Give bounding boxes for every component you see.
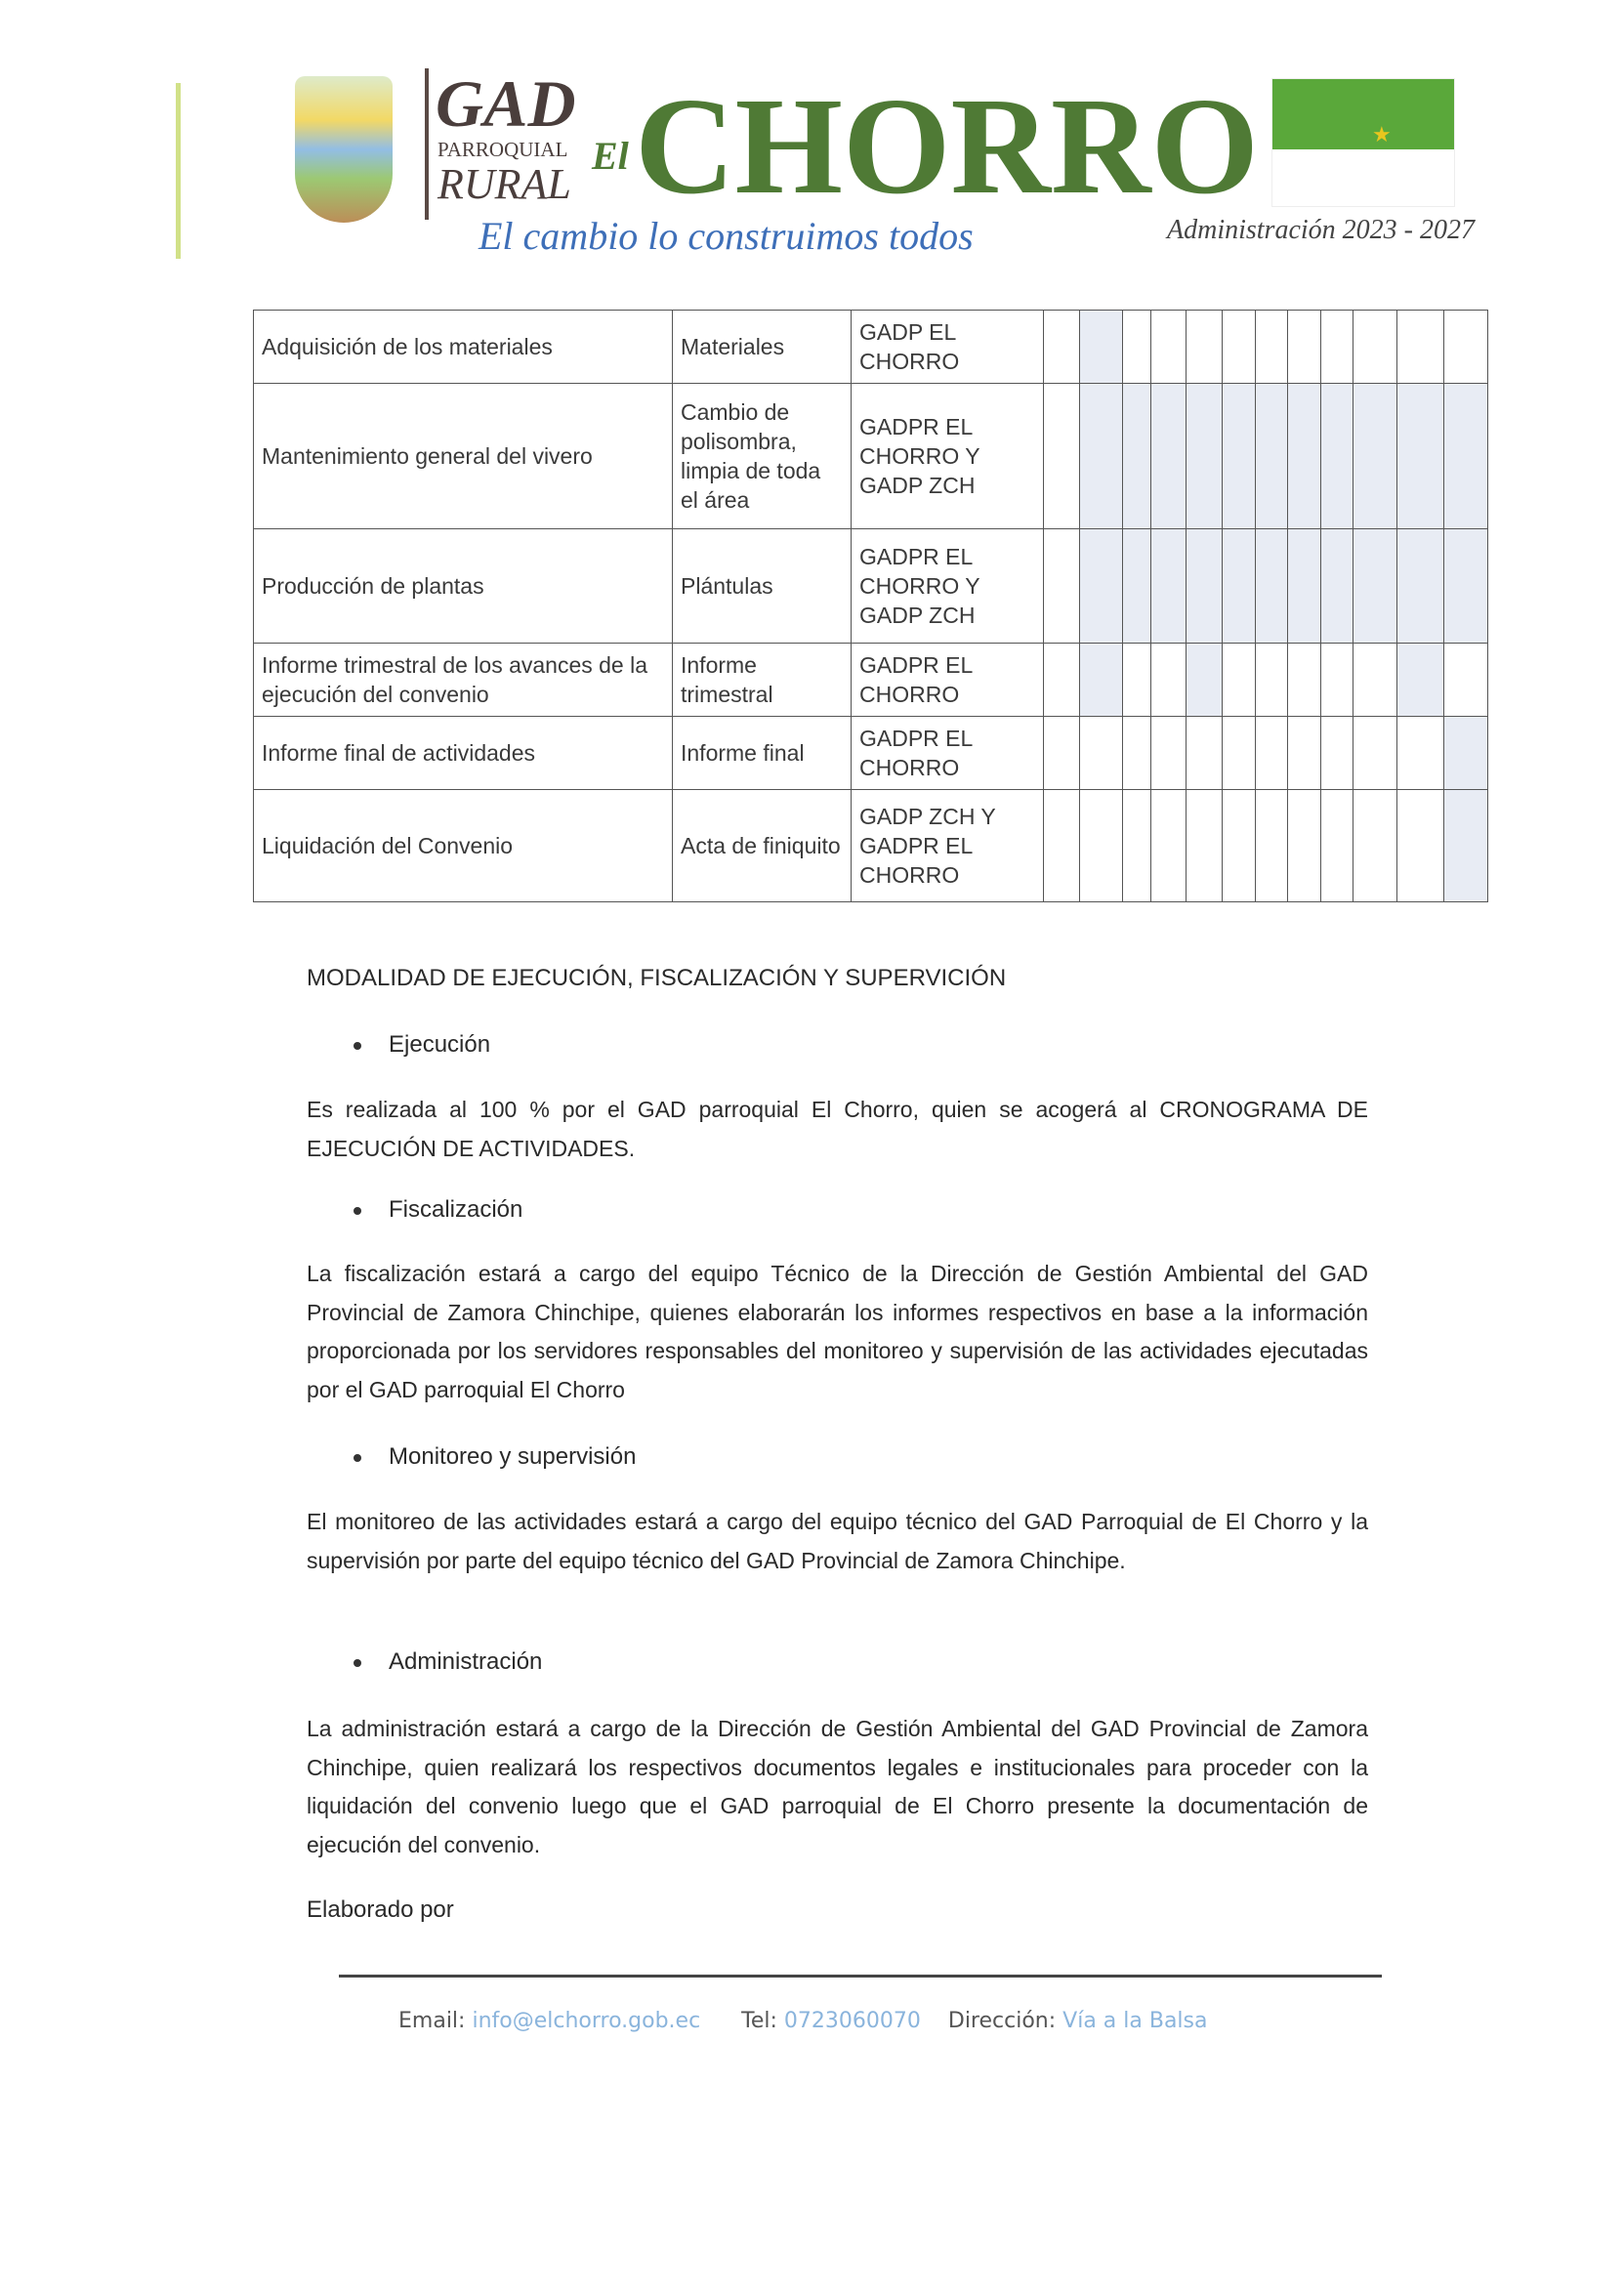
month-cell-scheduled — [1288, 529, 1321, 644]
month-cell-scheduled — [1223, 529, 1256, 644]
month-cell-scheduled — [1444, 717, 1488, 790]
month-cell-scheduled — [1080, 644, 1123, 717]
month-cell-scheduled — [1397, 644, 1444, 717]
month-cell-scheduled — [1353, 529, 1397, 644]
month-cell — [1223, 790, 1256, 902]
month-cell — [1353, 790, 1397, 902]
cell-product: Informe final — [673, 717, 852, 790]
month-cell — [1321, 790, 1353, 902]
month-cell — [1223, 717, 1256, 790]
month-cell — [1123, 644, 1151, 717]
month-cell — [1044, 717, 1080, 790]
table-row — [254, 384, 1488, 529]
month-cell — [1044, 644, 1080, 717]
cell-product: Informe trimestral — [673, 644, 852, 717]
bamboo-decoration — [176, 83, 200, 259]
month-cell — [1256, 790, 1288, 902]
month-cell — [1187, 717, 1223, 790]
month-cell-scheduled — [1444, 790, 1488, 902]
month-cell-scheduled — [1151, 529, 1187, 644]
bullet-title: Fiscalización — [389, 1196, 523, 1223]
paragraph-monitoreo: El monitoreo de las actividades estará a cargo del equipo técnico del GAD Parroquial de El Chorro y la supervisión por parte del equipo técnico del GAD Provincial de Zamora Chinchipe. — [307, 1509, 1368, 1573]
month-cell-scheduled — [1080, 529, 1123, 644]
cell-responsible: GADP EL CHORRO — [852, 311, 1044, 384]
month-cell — [1288, 644, 1321, 717]
cell-activity: Informe trimestral de los avances de la ejecución del convenio — [254, 644, 673, 717]
cell-responsible: GADPR EL CHORRO Y GADP ZCH — [852, 529, 1044, 644]
cell-product: Cambio de polisombra, limpia de toda el área — [673, 384, 852, 529]
month-cell-scheduled — [1080, 384, 1123, 529]
elaborado-por: Elaborado por — [307, 1896, 454, 1923]
month-cell-scheduled — [1187, 644, 1223, 717]
month-cell — [1044, 311, 1080, 384]
table-row — [254, 790, 1488, 902]
table-row — [254, 644, 1488, 717]
month-cell-scheduled — [1321, 384, 1353, 529]
paragraph-ejecucion: Es realizada al 100 % por el GAD parroquial El Chorro, quien se acogerá al CRONOGRAMA DE EJECUCIÓN DE ACTIVIDADES. — [307, 1097, 1368, 1161]
month-cell-scheduled — [1151, 384, 1187, 529]
bullet-ejecucion — [354, 1031, 490, 1059]
month-cell-scheduled — [1288, 384, 1321, 529]
slogan: El cambio lo construimos todos — [479, 214, 974, 258]
tel-value: 0723060070 — [783, 2009, 921, 2033]
month-cell — [1321, 717, 1353, 790]
month-cell — [1151, 311, 1187, 384]
cell-responsible: GADPR EL CHORRO — [852, 717, 1044, 790]
month-cell — [1288, 717, 1321, 790]
signature-line — [339, 1975, 1382, 1978]
month-cell — [1044, 790, 1080, 902]
month-cell — [1256, 311, 1288, 384]
table-row — [254, 311, 1488, 384]
month-cell — [1397, 717, 1444, 790]
month-cell — [1321, 644, 1353, 717]
bullet-title: Ejecución — [389, 1031, 491, 1058]
paragraph-administracion: La administración estará a cargo de la Dirección de Gestión Ambiental del GAD Provincial de Zamora Chinchipe, quien realizará los respectivos documentos legales e institucionales para proceder con la liquidación del convenio luego que el GAD parroquial de El Chorro presente la documentación de ejecución del convenio. — [307, 1716, 1368, 1857]
bullet-icon — [354, 1454, 361, 1462]
month-cell — [1151, 644, 1187, 717]
month-cell-scheduled — [1080, 311, 1123, 384]
schedule-table — [253, 310, 1488, 902]
month-cell — [1397, 790, 1444, 902]
logo-el: El — [592, 134, 629, 178]
cell-responsible: GADPR EL CHORRO — [852, 644, 1044, 717]
month-cell — [1353, 717, 1397, 790]
month-cell-scheduled — [1123, 384, 1151, 529]
month-cell — [1444, 644, 1488, 717]
logo-gad: GAD — [436, 66, 576, 141]
cell-responsible: GADPR EL CHORRO Y GADP ZCH — [852, 384, 1044, 529]
month-cell-scheduled — [1321, 529, 1353, 644]
month-cell-scheduled — [1123, 529, 1151, 644]
tel-label: Tel: — [741, 2009, 777, 2033]
star-icon: ★ — [1372, 122, 1392, 146]
month-cell-scheduled — [1397, 384, 1444, 529]
logo-parroquial: PARROQUIAL — [437, 138, 568, 161]
month-cell — [1353, 311, 1397, 384]
month-cell — [1444, 311, 1488, 384]
table-row — [254, 529, 1488, 644]
month-cell-scheduled — [1223, 384, 1256, 529]
bullet-icon — [354, 1042, 361, 1050]
cell-activity: Mantenimiento general del vivero — [254, 384, 673, 529]
bullet-administracion — [354, 1648, 542, 1676]
month-cell — [1223, 644, 1256, 717]
month-cell — [1256, 644, 1288, 717]
month-cell — [1256, 717, 1288, 790]
month-cell-scheduled — [1256, 529, 1288, 644]
month-cell — [1187, 311, 1223, 384]
month-cell — [1044, 529, 1080, 644]
cell-product: Plántulas — [673, 529, 852, 644]
month-cell — [1353, 644, 1397, 717]
email-link[interactable]: info@elchorro.gob.ec — [472, 2009, 701, 2033]
month-cell — [1123, 311, 1151, 384]
footer-contact — [398, 2009, 1207, 2033]
logo-divider — [425, 68, 429, 220]
month-cell — [1080, 717, 1123, 790]
month-cell — [1223, 311, 1256, 384]
cell-activity: Adquisición de los materiales — [254, 311, 673, 384]
month-cell — [1397, 311, 1444, 384]
address-label: Dirección: — [947, 2009, 1057, 2033]
month-cell — [1044, 384, 1080, 529]
month-cell-scheduled — [1187, 384, 1223, 529]
month-cell-scheduled — [1444, 384, 1488, 529]
email-label: Email: — [398, 2009, 466, 2033]
month-cell — [1187, 790, 1223, 902]
parish-flag — [1271, 78, 1455, 207]
cell-activity: Informe final de actividades — [254, 717, 673, 790]
section-heading: MODALIDAD DE EJECUCIÓN, FISCALIZACIÓN Y SUPERVICIÓN — [307, 965, 1007, 991]
cell-product: Acta de finiquito — [673, 790, 852, 902]
bullet-fiscalizacion — [354, 1196, 522, 1224]
bullet-monitoreo — [354, 1443, 636, 1471]
month-cell-scheduled — [1256, 384, 1288, 529]
month-cell — [1123, 717, 1151, 790]
month-cell-scheduled — [1187, 529, 1223, 644]
month-cell-scheduled — [1397, 529, 1444, 644]
cell-responsible: GADP ZCH Y GADPR EL CHORRO — [852, 790, 1044, 902]
month-cell — [1288, 311, 1321, 384]
parish-crest-logo — [295, 76, 393, 223]
bullet-title: Monitoreo y supervisión — [389, 1443, 637, 1470]
cell-activity: Producción de plantas — [254, 529, 673, 644]
address-value: Vía a la Balsa — [1062, 2009, 1208, 2033]
logo-chorro: CHORRO — [635, 68, 1259, 223]
month-cell — [1151, 717, 1187, 790]
month-cell-scheduled — [1444, 529, 1488, 644]
bullet-icon — [354, 1207, 361, 1215]
month-cell — [1151, 790, 1187, 902]
month-cell — [1288, 790, 1321, 902]
administration-period: Administración 2023 - 2027 — [1167, 215, 1475, 245]
paragraph-fiscalizacion: La fiscalización estará a cargo del equipo Técnico de la Dirección de Gestión Ambiental del GAD Provincial de Zamora Chinchipe, quienes elaborarán los informes respectivos en base a la información proporcionada por los servidores responsables del monitoreo y supervisión de las actividades ejecutadas por el GAD parroquial El Chorro — [307, 1261, 1368, 1402]
month-cell-scheduled — [1353, 384, 1397, 529]
month-cell — [1321, 311, 1353, 384]
bullet-icon — [354, 1659, 361, 1667]
cell-product: Materiales — [673, 311, 852, 384]
bullet-title: Administración — [389, 1648, 543, 1675]
table-row — [254, 717, 1488, 790]
cell-activity: Liquidación del Convenio — [254, 790, 673, 902]
month-cell — [1123, 790, 1151, 902]
logo-rural: RURAL — [437, 160, 571, 208]
month-cell — [1080, 790, 1123, 902]
